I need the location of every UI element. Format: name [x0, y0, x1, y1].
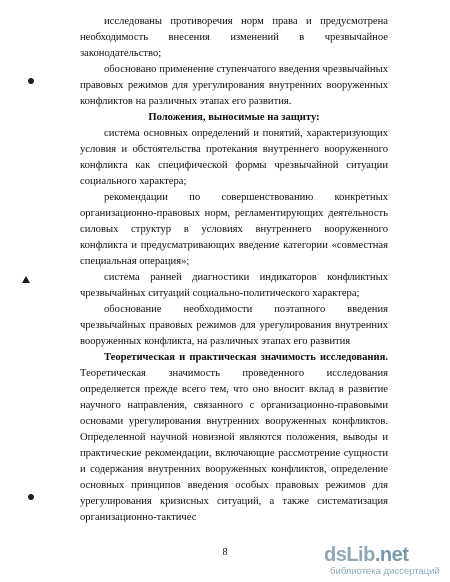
scan-dot-icon — [28, 494, 34, 500]
paragraph-1: исследованы противоречия норм права и предусмотрена необходимость внесения изменений в чрезвычайное законодательство; — [80, 16, 388, 59]
scan-mark-icon — [22, 276, 30, 283]
paragraph-6: обоснование необходимости поэтапного введения чрезвычайных правовых режимов для урегулирования внутренних вооруженных конфликта, на различных этапах его развития — [80, 304, 388, 347]
page-number: 8 — [222, 547, 228, 558]
watermark-subtitle: библиотека диссертаций — [330, 566, 440, 577]
watermark-logo-ds: dsLib — [324, 544, 375, 566]
watermark-logo-net: .net — [374, 544, 409, 566]
paragraph-5: система ранней диагностики индикаторов конфликтных чрезвычайных ситуаций социально-политического характера; — [80, 272, 388, 299]
paragraph-7-lead: Теоретическая и практическая значимость исследования. — [104, 352, 388, 363]
section-heading: Положения, выносимые на защиту: — [148, 112, 320, 123]
scan-dot-icon — [28, 78, 34, 84]
paragraph-2: обосновано применение ступенчатого введения чрезвычайных правовых режимов для урегулирования внутренних вооруженных конфликтов на различных этапах его развития. — [80, 64, 388, 107]
paragraph-4: рекомендации по совершенствованию конкретных организационно-правовых норм, регламентирующих деятельность силовых структур в условиях внутреннего вооруженного конфликта и предусматривающих введение категории «совместная специальная операция»; — [80, 192, 388, 267]
paragraph-7 — [80, 350, 388, 526]
body-text — [80, 14, 388, 526]
paragraph-7-body: Теоретическая значимость проведенного исследования определяется прежде всего тем, что оно вносит вклад в развитие научного направления, связанного с организационно-правовыми основами урегулирования внутренних вооруженных конфликтов. Определенной научной новизной являются положения, выводы и практические рекомендации, включающие рассмотрение сущности и содержания внутренних вооруженных конфликтов, определение основных принципов введения особых правовых режимов для урегулирования кризисных ситуаций, а также систематизация организационно-тактичес — [80, 368, 388, 523]
paragraph-3: система основных определений и понятий, характеризующих условия и обстоятельства протекания внутреннего вооруженного конфликта как специфической формы чрезвычайной ситуации социального характера; — [80, 128, 388, 187]
watermark — [324, 544, 442, 578]
watermark-logo — [324, 544, 408, 567]
